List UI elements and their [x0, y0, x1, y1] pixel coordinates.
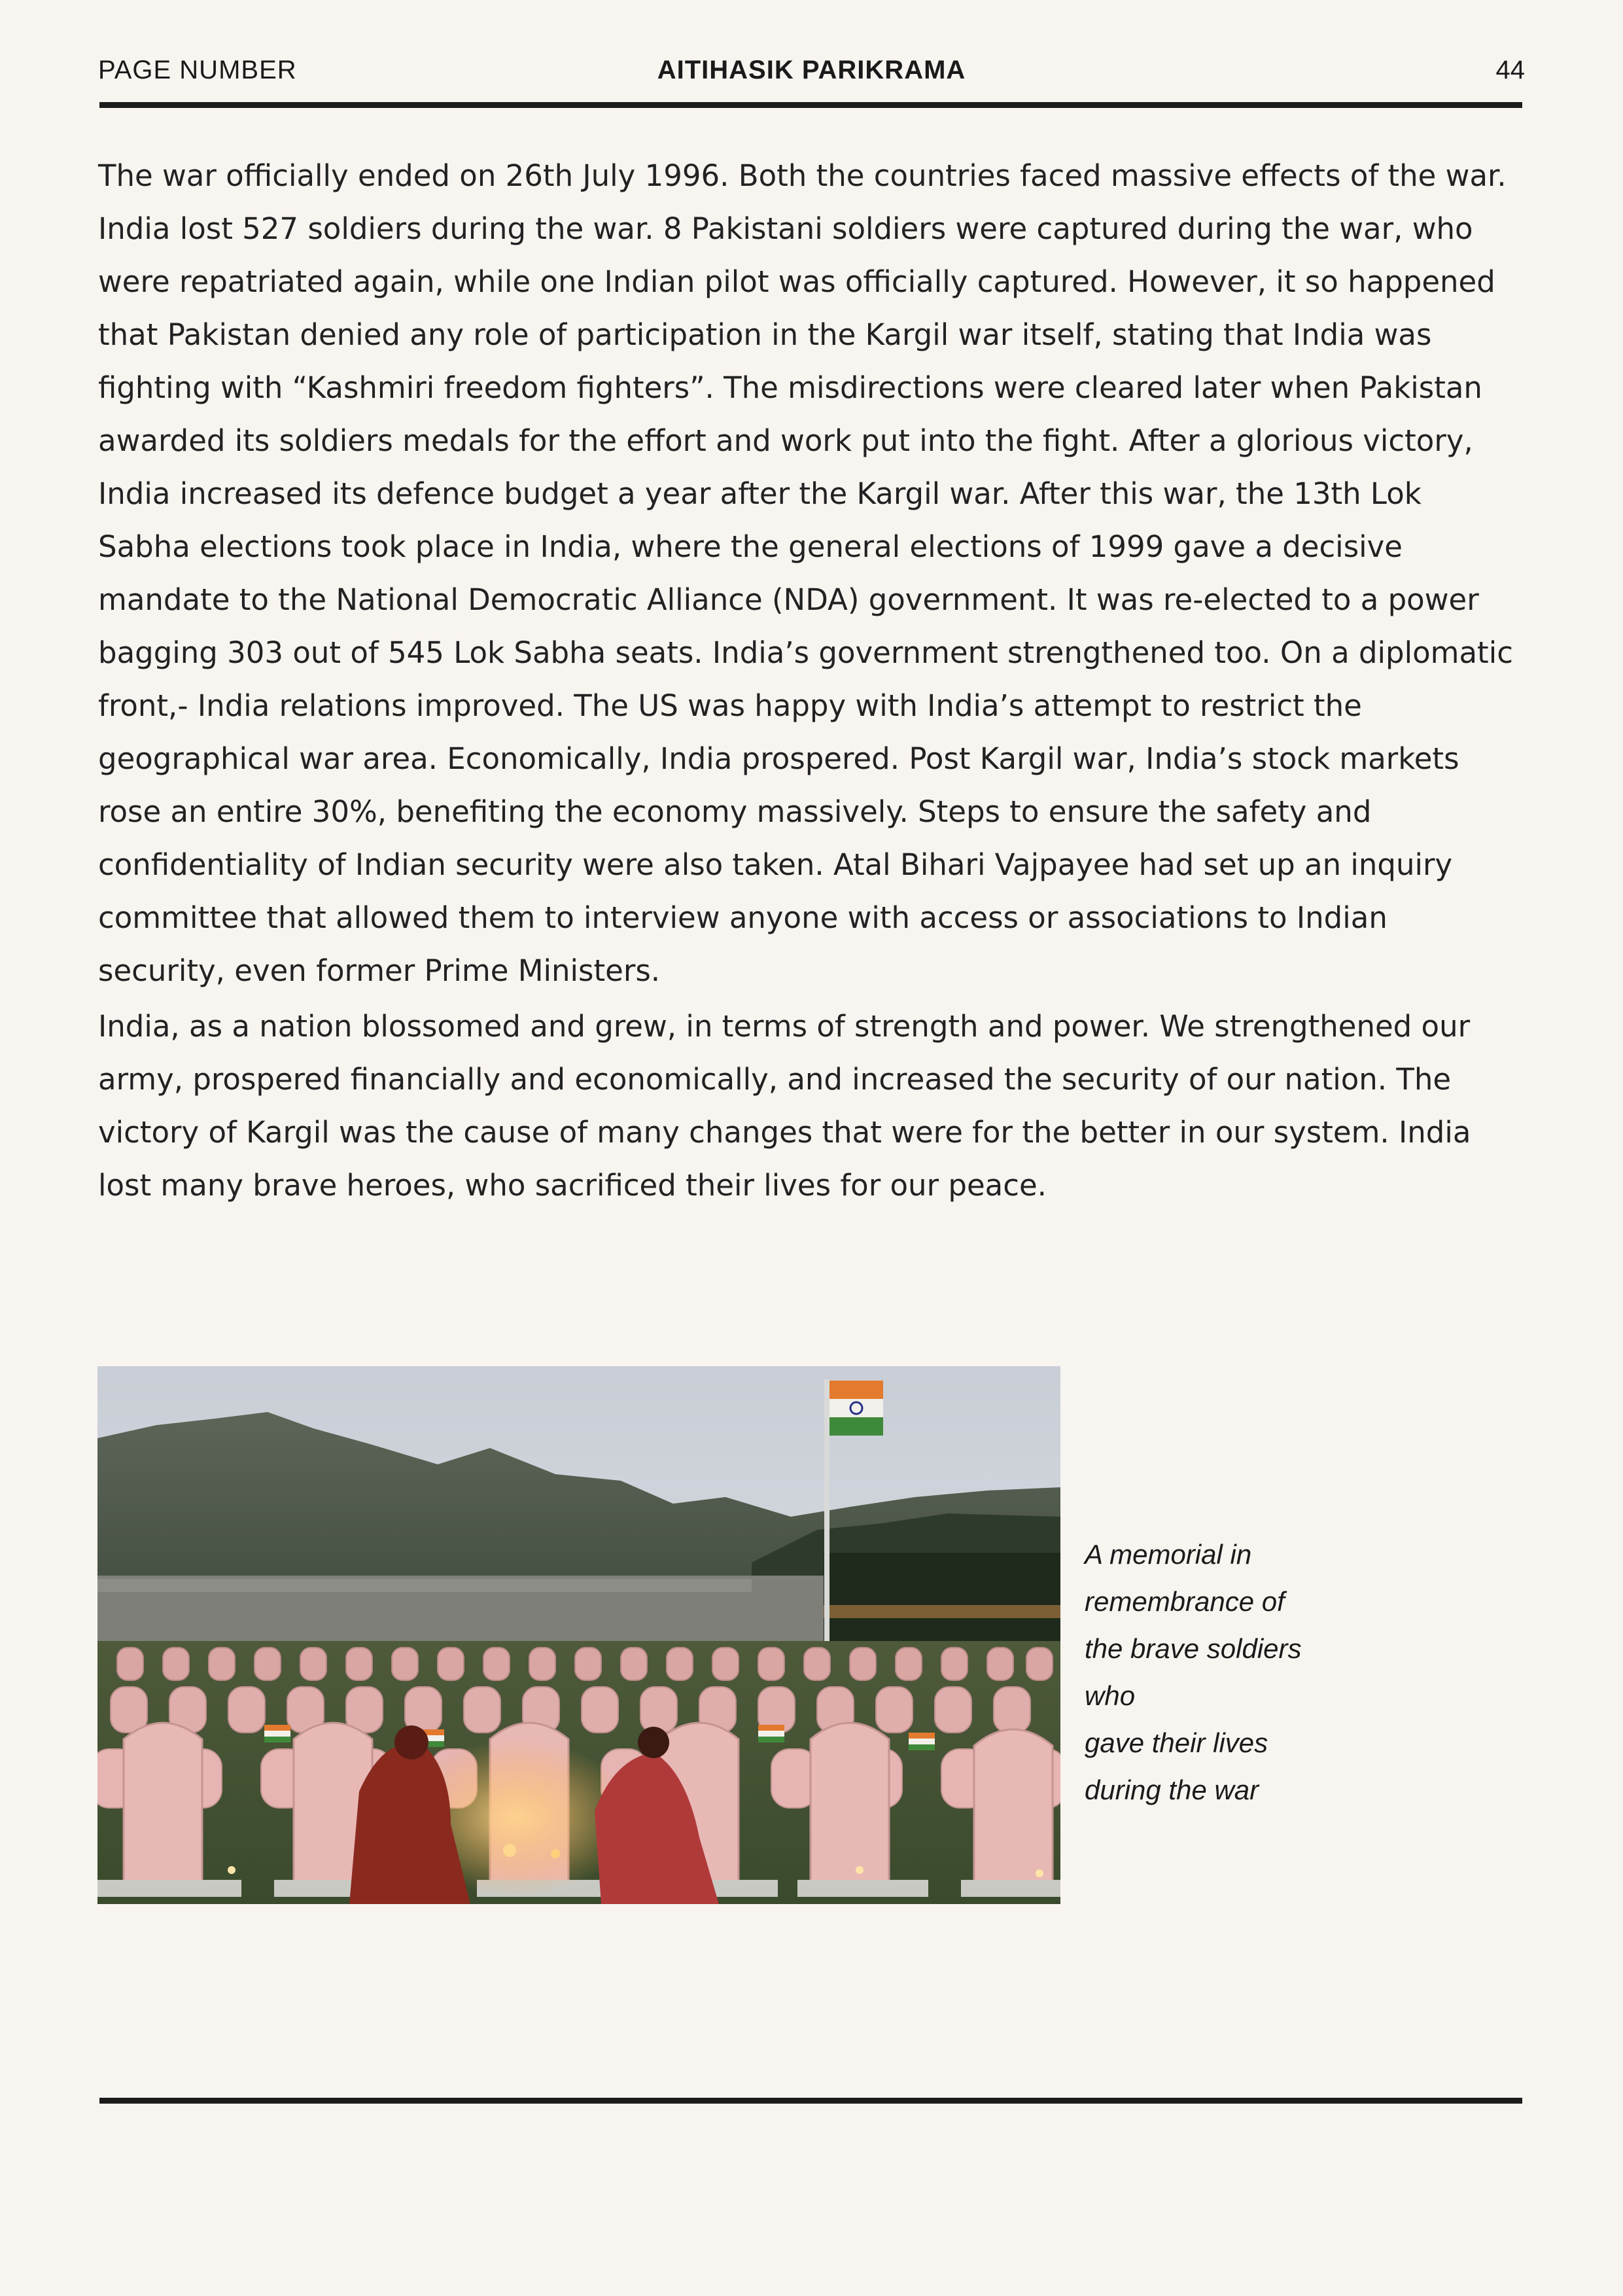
footer-divider	[99, 2098, 1522, 2104]
photo-caption	[1085, 1531, 1372, 1814]
memorial-photo	[97, 1366, 1060, 1904]
body-paragraph-1	[98, 149, 1521, 997]
caption-line: the brave soldiers	[1085, 1633, 1302, 1664]
caption-line: remembrance of	[1085, 1586, 1285, 1617]
caption-line: gave their lives	[1085, 1727, 1268, 1758]
caption-line: who	[1085, 1680, 1136, 1711]
caption-line: A memorial in	[1085, 1539, 1252, 1570]
paragraph-text: India, as a nation blossomed and grew, in terms of strength and power. We strengthened our army, prospered financially and economically, and increased the security of our nation. The victory of Kargil was the cause of many changes that were for the better in our system. India lost many brave heroes, who sacrificed their lives for our peace.	[98, 1009, 1471, 1203]
body-paragraph-2	[98, 1000, 1521, 1212]
header-divider	[99, 102, 1522, 108]
paragraph-text: The war officially ended on 26th July 1996. Both the countries faced massive effects of the war. India lost 527 soldiers during the war. 8 Pakistani soldiers were captured during the war, who were repatriated again, while one Indian pilot was officially captured. However, it so happened that Pakistan denied any role of participation in the Kargil war itself, stating that India was fighting with “Kashmiri freedom fighters”. The misdirections were cleared later when Pakistan awarded its soldiers medals for the effort and work put into the fight. After a glorious victory, India increased its defence budget a year after the Kargil war. After this war, the 13th Lok Sabha elections took place in India, where the general elections of 1999 gave a decisive mandate to the National Democratic Alliance (NDA) government. It was re-elected to a power bagging 303 out of 545 Lok Sabha seats. India’s government strengthened too. On a diplomatic front,- India relations improved. The US was happy with India’s attempt to restrict the geographical war area. Economically, India prospered. Post Kargil war, India’s stock markets rose an entire 30%, benefiting the economy massively. Steps to ensure the safety and confidentiality of Indian security were also taken. Atal Bihari Vajpayee had set up an inquiry committee that allowed them to interview anyone with access or associations to Indian security, even former Prime Ministers.	[98, 158, 1513, 988]
header-label: PAGE NUMBER	[98, 56, 297, 84]
page-number: 44	[1495, 56, 1525, 84]
publication-title: AITIHASIK PARIKRAMA	[657, 56, 966, 84]
caption-line: during the war	[1085, 1775, 1259, 1805]
